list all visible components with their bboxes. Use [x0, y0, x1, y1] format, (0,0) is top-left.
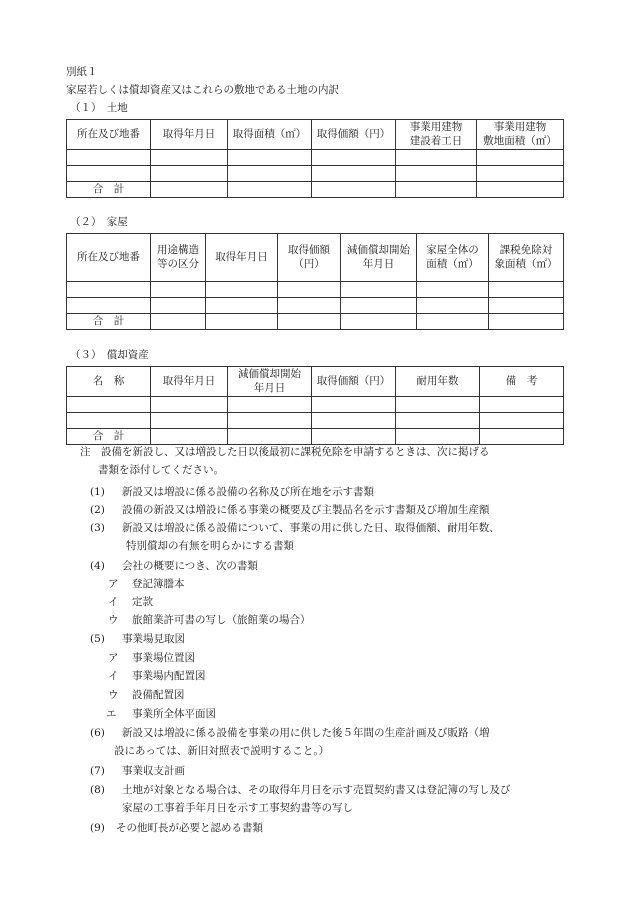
- land-header-cell: 取得価額（円）: [312, 120, 396, 150]
- land-heading: （１） 土地: [70, 102, 128, 114]
- note-number: (8): [90, 784, 105, 796]
- assets-input-cell[interactable]: [480, 397, 564, 413]
- house-input-cell[interactable]: [489, 282, 564, 298]
- land-input-cell[interactable]: [151, 166, 228, 182]
- note-text: 土地が対象となる場合は、その取得年月日を示す売買契約書又は登記簿の写し及び: [122, 784, 511, 796]
- attachment-label: 別紙１: [66, 66, 98, 78]
- notes-lead-line1: 注 設備を新設し、又は増設した日以後最初に課税免除を申請するときは、次に掲げる: [80, 446, 490, 458]
- assets-input-cell[interactable]: [151, 413, 228, 429]
- assets-header-cell: 名 称: [67, 367, 151, 397]
- assets-header-cell: 耐用年数: [396, 367, 480, 397]
- land-input-cell[interactable]: [477, 182, 564, 198]
- house-heading: （２） 家屋: [70, 216, 128, 228]
- assets-header-cell: 備 考: [480, 367, 564, 397]
- assets-input-cell[interactable]: [480, 429, 564, 445]
- assets-header-row: [67, 367, 564, 397]
- note-number: (1): [90, 486, 105, 498]
- house-input-cell[interactable]: [417, 282, 489, 298]
- land-empty-row: [67, 166, 564, 182]
- house-input-cell[interactable]: [206, 298, 278, 314]
- land-input-cell[interactable]: [396, 150, 477, 166]
- assets-header-cell: 減価償却開始年月日: [228, 367, 312, 397]
- note-text: 新設又は増設に係る設備について、事業の用に供した日、取得価額、耐用年数、: [122, 522, 500, 534]
- page-title: 家屋若しくは償却資産又はこれらの敷地である土地の内訳: [66, 84, 339, 96]
- house-total-row: [67, 314, 564, 330]
- assets-empty-row: [67, 397, 564, 413]
- house-header-row: [67, 234, 564, 282]
- land-input-cell[interactable]: [396, 182, 477, 198]
- sub-item-mark: ア: [108, 652, 119, 664]
- note-number: (7): [90, 765, 105, 777]
- assets-input-cell[interactable]: [480, 413, 564, 429]
- land-input-cell[interactable]: [477, 150, 564, 166]
- sub-item-text: 事業所全体平面図: [132, 708, 216, 720]
- house-input-cell[interactable]: [206, 314, 278, 330]
- house-input-cell[interactable]: [489, 298, 564, 314]
- assets-input-cell[interactable]: [396, 429, 480, 445]
- assets-input-cell[interactable]: [151, 429, 228, 445]
- note-number: (5): [90, 633, 105, 645]
- assets-input-cell[interactable]: [312, 397, 396, 413]
- note-number: (9): [90, 822, 105, 834]
- house-header-cell: 用途構造等の区分: [151, 234, 206, 282]
- note-text: 会社の概要につき、次の書類: [122, 560, 258, 572]
- land-input-cell[interactable]: [312, 182, 396, 198]
- assets-input-cell[interactable]: [67, 413, 151, 429]
- notes-lead-line2: 書類を添付してください。: [98, 464, 224, 476]
- house-input-cell[interactable]: [278, 298, 341, 314]
- land-total-label: 合 計: [67, 182, 151, 198]
- sub-item-mark: ウ: [108, 614, 119, 626]
- house-input-cell[interactable]: [206, 282, 278, 298]
- land-empty-row: [67, 150, 564, 166]
- sub-item-text: 設備配置図: [132, 689, 185, 701]
- assets-total-label: 合 計: [67, 429, 151, 445]
- note-number: (6): [90, 727, 105, 739]
- note-number: (3): [90, 522, 105, 534]
- note-text-continued: 設にあっては、新旧対照表で説明すること。）: [114, 745, 330, 757]
- assets-empty-row: [67, 413, 564, 429]
- note-number: (2): [90, 504, 105, 516]
- note-text-continued: 家屋の工事着手年月日を示す工事契約書等の写し: [122, 802, 353, 814]
- house-empty-row: [67, 298, 564, 314]
- land-input-cell[interactable]: [228, 166, 312, 182]
- note-text: その他町長が必要と認める書類: [116, 822, 263, 834]
- house-input-cell[interactable]: [67, 298, 151, 314]
- note-text: 設備の新設又は増設に係る事業の概要及び主製品名を示す書類及び増加生産額: [122, 504, 490, 516]
- house-header-cell: 取得年月日: [206, 234, 278, 282]
- land-input-cell[interactable]: [312, 150, 396, 166]
- house-header-cell: 課税免除対 象面積（㎡）: [489, 234, 564, 282]
- house-header-cell: 家屋全体の 面積（㎡）: [417, 234, 489, 282]
- assets-input-cell[interactable]: [228, 413, 312, 429]
- sub-item-mark: イ: [108, 670, 119, 682]
- sub-item-mark: ア: [108, 578, 119, 590]
- land-total-row: [67, 182, 564, 198]
- house-input-cell[interactable]: [67, 282, 151, 298]
- house-table: [66, 233, 564, 330]
- sub-item-text: 定款: [132, 596, 153, 608]
- land-input-cell[interactable]: [67, 150, 151, 166]
- assets-table: [66, 366, 564, 445]
- assets-input-cell[interactable]: [312, 429, 396, 445]
- land-input-cell[interactable]: [477, 166, 564, 182]
- house-total-label: 合 計: [67, 314, 151, 330]
- sub-item-text: 旅館業許可書の写し（旅館業の場合）: [132, 614, 311, 626]
- sub-item-mark: ウ: [108, 689, 119, 701]
- house-header-cell: 所在及び地番: [67, 234, 151, 282]
- note-text-continued: 特別償却の有無を明らかにする書類: [126, 540, 294, 552]
- sub-item-mark: イ: [108, 596, 119, 608]
- land-header-cell: 取得面積（㎡）: [228, 120, 312, 150]
- house-input-cell[interactable]: [489, 314, 564, 330]
- assets-header-cell: 取得年月日: [151, 367, 228, 397]
- assets-header-cell: 取得価額（円）: [312, 367, 396, 397]
- house-input-cell[interactable]: [151, 282, 206, 298]
- assets-input-cell[interactable]: [151, 397, 228, 413]
- note-text: 新設又は増設に係る設備の名称及び所在地を示す書類: [122, 486, 374, 498]
- assets-total-row: [67, 429, 564, 445]
- house-input-cell[interactable]: [341, 314, 417, 330]
- house-empty-row: [67, 282, 564, 298]
- house-input-cell[interactable]: [417, 314, 489, 330]
- house-input-cell[interactable]: [341, 282, 417, 298]
- land-header-cell: 事業用建物 建設着工日: [396, 120, 477, 150]
- house-header-cell: 減価償却開始年月日: [341, 234, 417, 282]
- house-header-cell: 取得価額 （円）: [278, 234, 341, 282]
- assets-input-cell[interactable]: [312, 413, 396, 429]
- land-input-cell[interactable]: [151, 150, 228, 166]
- note-text: 事業収支計画: [122, 765, 185, 777]
- house-input-cell[interactable]: [151, 298, 206, 314]
- house-input-cell[interactable]: [341, 298, 417, 314]
- land-input-cell[interactable]: [151, 182, 228, 198]
- land-header-cell: 所在及び地番: [67, 120, 151, 150]
- assets-input-cell[interactable]: [228, 397, 312, 413]
- sub-item-mark: エ: [106, 708, 117, 720]
- land-header-cell: 事業用建物 敷地面積（㎡）: [477, 120, 564, 150]
- assets-heading: （３） 償却資産: [70, 349, 149, 361]
- land-input-cell[interactable]: [228, 182, 312, 198]
- note-text: 事業場見取図: [122, 633, 185, 645]
- sub-item-text: 事業場位置図: [132, 652, 195, 664]
- land-input-cell[interactable]: [396, 166, 477, 182]
- house-input-cell[interactable]: [151, 314, 206, 330]
- sub-item-text: 登記簿謄本: [132, 578, 185, 590]
- note-number: (4): [90, 560, 105, 572]
- house-input-cell[interactable]: [278, 314, 341, 330]
- assets-input-cell[interactable]: [396, 397, 480, 413]
- assets-input-cell[interactable]: [67, 397, 151, 413]
- land-input-cell[interactable]: [312, 166, 396, 182]
- land-table: [66, 119, 564, 198]
- land-input-cell[interactable]: [67, 166, 151, 182]
- house-input-cell[interactable]: [278, 282, 341, 298]
- land-header-row: [67, 120, 564, 150]
- assets-input-cell[interactable]: [396, 413, 480, 429]
- assets-input-cell[interactable]: [228, 429, 312, 445]
- house-input-cell[interactable]: [417, 298, 489, 314]
- note-text: 新設又は増設に係る設備を事業の用に供した後５年間の生産計画及び販路（増: [122, 727, 490, 739]
- land-input-cell[interactable]: [228, 150, 312, 166]
- sub-item-text: 事業場内配置図: [132, 670, 206, 682]
- land-header-cell: 取得年月日: [151, 120, 228, 150]
